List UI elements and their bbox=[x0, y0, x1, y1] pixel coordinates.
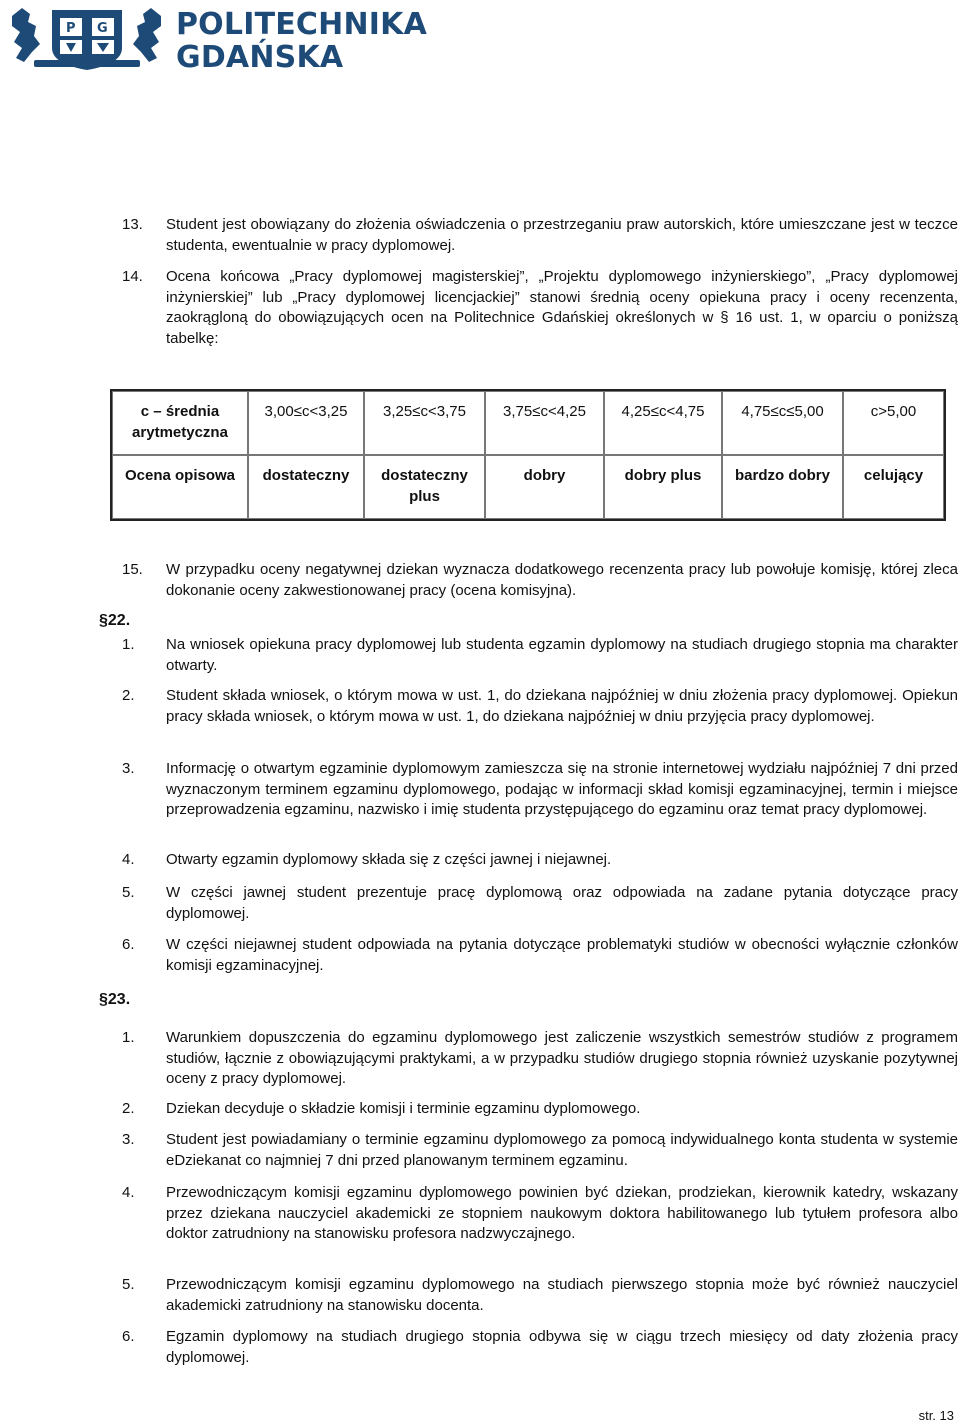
table-cell: Ocena opisowa bbox=[112, 455, 248, 519]
grades-table bbox=[110, 389, 946, 521]
logo-line-2: GDAŃSKA bbox=[176, 40, 344, 75]
section-22-item bbox=[122, 883, 958, 924]
item-number: 6. bbox=[122, 936, 135, 953]
item-text: Przewodniczącym komisji egzaminu dyplomowego powinien być dziekan, prodziekan, kierownik katedry, wskazany przez dziekana nauczyciel akademicki ze stopniem naukowym doktora habilitowanego lub tytułem profesora albo doktor zatrudniony na stanowisku profesora nadzwyczajnego. bbox=[166, 1184, 958, 1242]
svg-text:G: G bbox=[97, 21, 108, 36]
item-text: Dziekan decyduje o składzie komisji i terminie egzaminu dyplomowego. bbox=[166, 1100, 641, 1117]
section-23-heading: §23. bbox=[99, 991, 131, 1008]
item-text: Przewodniczącym komisji egzaminu dyplomowego na studiach pierwszego stopnia może być również nauczyciel akademicki zatrudniony na stanowisku docenta. bbox=[166, 1276, 958, 1314]
item-number: 2. bbox=[122, 687, 135, 704]
item-text: Egzamin dyplomowy na studiach drugiego stopnia odbywa się w ciągu trzech miesięcy od daty złożenia pracy dyplomowej. bbox=[166, 1328, 958, 1366]
crest-icon bbox=[4, 2, 169, 72]
item-text: Otwarty egzamin dyplomowy składa się z części jawnej i niejawnej. bbox=[166, 851, 612, 868]
paragraph-14 bbox=[122, 267, 958, 349]
table-cell: dobry bbox=[485, 455, 604, 519]
item-number: 1. bbox=[122, 1029, 135, 1046]
section-22-heading: §22. bbox=[99, 612, 131, 629]
item-number: 1. bbox=[122, 636, 135, 653]
section-22-item bbox=[122, 935, 958, 976]
item-text: Student jest powiadamiany o terminie egzaminu dyplomowego za pomocą indywidualnego konta studenta w systemie eDziekanat co najmniej 7 dni przed planowanym terminem egzaminu. bbox=[166, 1131, 958, 1169]
table-cell: 3,00≤c<3,25 bbox=[248, 391, 364, 455]
item-text: W przypadku oceny negatywnej dziekan wyznacza dodatkowego recenzenta pracy lub powołuje komisję, której zleca dokonanie oceny zakwestionowanej pracy (ocena komisyjna). bbox=[166, 561, 958, 599]
section-23-item bbox=[122, 1183, 958, 1245]
item-number: 4. bbox=[122, 1184, 135, 1201]
table-cell: dostateczny bbox=[248, 455, 364, 519]
item-text: Informację o otwartym egzaminie dyplomowym zamieszcza się na stronie internetowej wydziału najpóźniej 7 dni przed wyznaczonym terminem egzaminu dyplomowego, podając w informacji skład komisji egzaminacyjnej, termin i miejsce przeprowadzenia egzaminu, nazwisko i imię studenta przystępującego do egzaminu oraz temat pracy dyplomowej. bbox=[166, 760, 958, 818]
logo-line-1: POLITECHNIKA bbox=[176, 7, 427, 42]
item-number: 14. bbox=[122, 268, 143, 285]
section-22-item bbox=[122, 635, 958, 676]
paragraph-15 bbox=[122, 560, 958, 601]
table-cell: celujący bbox=[843, 455, 944, 519]
table-cell: bardzo dobry bbox=[722, 455, 843, 519]
section-22-item bbox=[122, 850, 958, 871]
section-23-item bbox=[122, 1130, 958, 1171]
table-row bbox=[112, 391, 944, 455]
item-text: Student jest obowiązany do złożenia oświadczenia o przestrzeganiu praw autorskich, które umieszczane jest w teczce studenta, ewentualnie w pracy dyplomowej. bbox=[166, 216, 958, 254]
item-number: 4. bbox=[122, 851, 135, 868]
item-number: 6. bbox=[122, 1328, 135, 1345]
section-23-item bbox=[122, 1275, 958, 1316]
table-cell: 4,75≤c≤5,00 bbox=[722, 391, 843, 455]
table-cell: 3,75≤c<4,25 bbox=[485, 391, 604, 455]
svg-text:P: P bbox=[66, 21, 76, 36]
item-number: 3. bbox=[122, 1131, 135, 1148]
page-number: str. 13 bbox=[918, 1408, 954, 1423]
item-text: Na wniosek opiekuna pracy dyplomowej lub studenta egzamin dyplomowy na studiach drugiego stopnia ma charakter otwarty. bbox=[166, 636, 958, 674]
logo-wordmark bbox=[176, 8, 427, 74]
section-23-item bbox=[122, 1327, 958, 1368]
table-cell: 3,25≤c<3,75 bbox=[364, 391, 485, 455]
item-text: Student składa wniosek, o którym mowa w ust. 1, do dziekana najpóźniej w dniu złożenia pracy dyplomowej. Opiekun pracy składa wniosek, o którym mowa w ust. 1, do dziekana najpóźniej w dniu przyjęcia pracy dyplomowej. bbox=[166, 687, 958, 725]
item-number: 15. bbox=[122, 561, 143, 578]
table-cell: dostateczny plus bbox=[364, 455, 485, 519]
table-cell: 4,25≤c<4,75 bbox=[604, 391, 722, 455]
table-cell: c – średnia arytmetyczna bbox=[112, 391, 248, 455]
section-22-item bbox=[122, 686, 958, 727]
table-cell: dobry plus bbox=[604, 455, 722, 519]
item-number: 3. bbox=[122, 760, 135, 777]
table-cell: c>5,00 bbox=[843, 391, 944, 455]
paragraph-13 bbox=[122, 215, 958, 256]
section-23-item bbox=[122, 1028, 958, 1090]
item-number: 5. bbox=[122, 884, 135, 901]
item-text: W części niejawnej student odpowiada na pytania dotyczące problematyki studiów w obecności wyłącznie członków komisji egzaminacyjnej. bbox=[166, 936, 958, 974]
item-text: W części jawnej student prezentuje pracę dyplomową oraz odpowiada na zadane pytania dotyczące pracy dyplomowej. bbox=[166, 884, 958, 922]
item-number: 13. bbox=[122, 216, 143, 233]
item-number: 5. bbox=[122, 1276, 135, 1293]
table-row bbox=[112, 455, 944, 519]
item-text: Warunkiem dopuszczenia do egzaminu dyplomowego jest zaliczenie wszystkich semestrów studiów z programem studiów, łącznie z obowiązującymi praktykami, a w przypadku studiów drugiego stopnia również uzyskanie pozytywnej oceny z pracy dyplomowej. bbox=[166, 1029, 958, 1087]
item-number: 2. bbox=[122, 1100, 135, 1117]
section-23-item bbox=[122, 1099, 958, 1120]
item-text: Ocena końcowa „Pracy dyplomowej magisterskiej”, „Projektu dyplomowego inżynierskiego”, „Pracy dyplomowej inżynierskiej” lub „Pracy dyplomowej licencjackiej” stanowi średnią oceny opiekuna pracy i oceny recenzenta, zaokrągloną do obowiązujących ocen na Politechnice Gdańskiej określonych w § 16 ust. 1, w oparciu o poniższą tabelkę: bbox=[166, 268, 958, 347]
section-22-item bbox=[122, 759, 958, 821]
